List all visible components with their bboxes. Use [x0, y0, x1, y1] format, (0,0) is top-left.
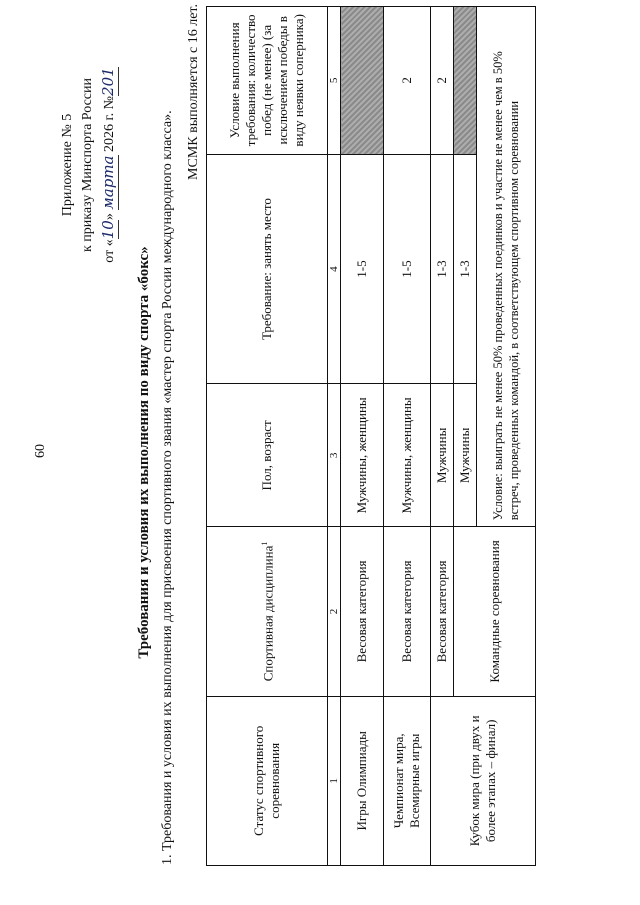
wins-cell-shaded — [454, 7, 477, 155]
annex-block — [58, 25, 120, 305]
column-numbers-row — [328, 7, 341, 866]
status-cell: Чемпионат мира, Всемирные игры — [384, 696, 431, 865]
place-cell: 1-5 — [384, 154, 431, 384]
footnote-mark: 1 — [260, 541, 270, 546]
column-number: 2 — [328, 527, 341, 696]
header-status: Статус спортивного соревнования — [207, 696, 328, 865]
status-cell: Кубок мира (при двух и более этапах – финал) — [431, 696, 536, 865]
discipline-cell: Весовая категория — [384, 527, 431, 696]
header-discipline-label: Спортивная дисциплина — [260, 545, 276, 682]
annex-date-line — [98, 25, 120, 305]
discipline-cell: Командные соревнования — [454, 527, 536, 696]
place-cell: 1-3 — [454, 154, 477, 384]
table-row — [431, 7, 454, 866]
wins-cell-shaded — [341, 7, 384, 155]
gender-cell: Мужчины — [454, 384, 477, 527]
date-year: 2026 г. № — [102, 95, 117, 152]
gender-cell: Мужчины, женщины — [341, 384, 384, 527]
header-place: Требование: занять место — [207, 154, 328, 384]
wins-cell: 2 — [384, 7, 431, 155]
date-prefix: от « — [102, 239, 117, 263]
header-discipline — [207, 527, 328, 696]
section-heading: 1. Требования и условия их выполнения для присвоения спортивного звания «мастер спорта России международного класса». — [160, 110, 175, 865]
gender-cell: Мужчины — [431, 384, 454, 527]
column-number: 5 — [328, 7, 341, 155]
header-condition: Условие выполнения требования: количество побед (не менее) (за исключением победы в виду неявки соперника) — [207, 7, 328, 155]
place-cell: 1-3 — [431, 154, 454, 384]
table-header-row — [207, 7, 328, 866]
status-cell: Игры Олимпиады — [341, 696, 384, 865]
page-number: 60 — [33, 444, 48, 458]
gender-cell: Мужчины, женщины — [384, 384, 431, 527]
discipline-cell: Весовая категория — [341, 527, 384, 696]
age-note: МСМК выполняется с 16 лет. — [186, 4, 201, 180]
header-gender-age: Пол, возраст — [207, 384, 328, 527]
column-number: 3 — [328, 384, 341, 527]
column-number: 4 — [328, 154, 341, 384]
wins-cell: 2 — [431, 7, 454, 155]
table-row — [341, 7, 384, 866]
table-row — [384, 7, 431, 866]
requirements-table — [206, 6, 536, 866]
annex-title: Приложение № 5 — [60, 113, 75, 217]
place-cell: 1-5 — [341, 154, 384, 384]
handwritten-day: 10 — [99, 220, 117, 240]
discipline-cell: Весовая категория — [431, 527, 454, 696]
handwritten-order-number: 201 — [99, 67, 117, 96]
handwritten-month: марта — [99, 155, 117, 210]
column-number: 1 — [328, 696, 341, 865]
team-condition-cell: Условие: выиграть не менее 50% проведенных поединков и участие не менее чем в 50% встреч, проведенных командой, в соответствующем спортивном соревновании — [477, 7, 536, 527]
date-mid: » — [102, 213, 117, 221]
annex-order-ref: к приказу Минспорта России — [80, 78, 95, 252]
document-title: Требования и условия их выполнения по виду спорта «бокс» — [136, 246, 152, 659]
